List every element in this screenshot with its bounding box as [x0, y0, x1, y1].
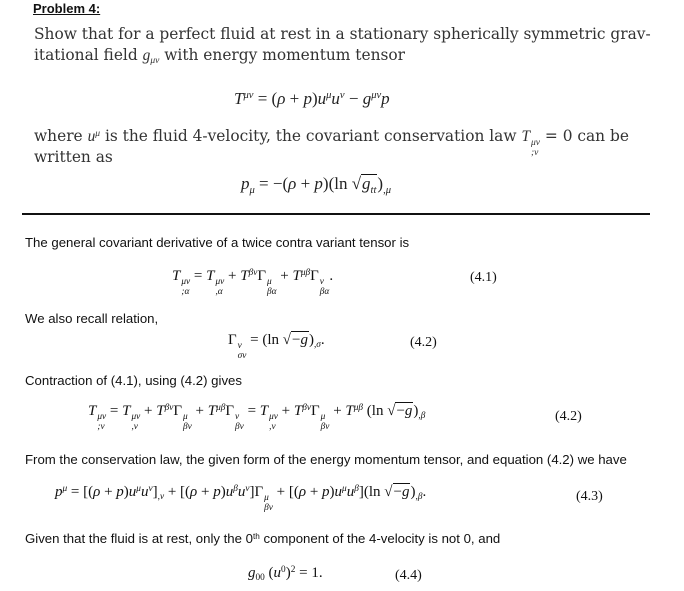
equation-contraction: T μν ;ν = T μν ,ν + $T^{\beta\nu}\Gamma$ μ βν + $T^{\mu\beta}\Gamma$ ν βν = T μν ,ν + $T^{\beta\nu}\Gamma$ μ βν + $T^{\mu\beta}$ (ln $√-g)_{,\beta}$ [88, 402, 426, 432]
equation-4-3: $p^\mu = [(\rho + p)u^\mu u^\nu]_{,\nu} + [(\rho + p)u^\beta u^\nu]\Gamma$ μ βν + $[(\rho + p)u^\mu u^\beta](\ln$ $√-g)_{,\beta}$. [55, 483, 427, 513]
where-line-1 [34, 127, 629, 158]
para5-text-a: Given that the fluid is at rest, only the 0 [25, 531, 253, 546]
equation-4-2: Γ ν σν = (ln $√-g)_{,\sigma}$. [228, 332, 325, 361]
equation-contraction-number: (4.2) [555, 409, 582, 424]
equation-4-4: $g_{00}$ $(u^0)^2 = 1$. [248, 564, 323, 584]
equation-4-3-number: (4.3) [576, 489, 603, 504]
statement-text-a: itational field [34, 46, 143, 64]
section-divider [22, 213, 650, 215]
where-text-a: where [34, 127, 88, 145]
solution-paragraph-3: Contraction of (4.1), using (4.2) gives [25, 373, 242, 388]
para5-superscript: th [252, 531, 260, 541]
equation-pressure-gradient: $p_\mu = -(\rho + p)(\ln$ $√g_{tt})_{,\mu}$ [241, 174, 392, 196]
where-text-b: is the fluid 4-velocity, the covariant conservation law [100, 127, 522, 145]
four-velocity-symbol: $u^\mu$ [87, 127, 101, 145]
para5-text-b: component of the 4-velocity is not 0, and [259, 531, 501, 546]
solution-paragraph-5 [25, 531, 500, 546]
equation-4-1: T μν ;α = T μν ,α + $T^{\beta\nu}\Gamma$ μ βα + $T^{\mu\beta}\Gamma$ ν βα . [172, 267, 334, 297]
solution-paragraph-1: The general covariant derivative of a twice contra variant tensor is [25, 235, 410, 250]
solution-paragraph-2: We also recall relation, [25, 311, 159, 326]
equation-4-2-number: (4.2) [410, 335, 437, 350]
where-text-c: = 0 can be [540, 127, 629, 145]
conservation-law-symbol: T μν ;ν [521, 128, 541, 159]
equation-4-4-number: (4.4) [395, 568, 422, 583]
where-line-2: written as [34, 148, 113, 166]
solution-paragraph-4: From the conservation law, the given form of the energy momentum tensor, and equation (4.2) we have [25, 452, 627, 467]
problem-heading: Problem 4: [33, 1, 101, 16]
metric-symbol: $g_{\mu\nu}$ [142, 47, 160, 67]
statement-text-b: with energy momentum tensor [159, 46, 406, 64]
equation-energy-momentum-tensor: $T^{\mu\nu} = (\rho + p)u^\mu u^\nu - g^{\mu\nu}p$ [234, 89, 390, 108]
problem-statement-line-1: Show that for a perfect fluid at rest in a stationary spherically symmetric grav- [34, 25, 651, 43]
problem-statement-line-2 [34, 46, 405, 65]
equation-4-1-number: (4.1) [470, 270, 497, 285]
